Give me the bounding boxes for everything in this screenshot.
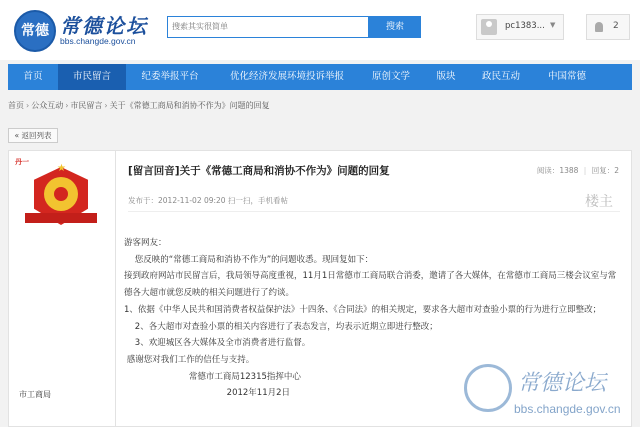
breadcrumb-item[interactable]: 关于《常德工商局和消协不作为》问题的回复 bbox=[109, 101, 270, 110]
breadcrumb-separator: › bbox=[26, 101, 30, 110]
post-line: 2、各大超市对查验小票的相关内容进行了表态发言，均表示近期立即进行整改； bbox=[124, 321, 438, 332]
main-nav bbox=[8, 64, 632, 90]
site-logo-url: bbs.changde.gov.cn bbox=[60, 36, 136, 46]
back-to-list-button[interactable]: « 返回列表 bbox=[8, 128, 58, 143]
user-avatar-icon bbox=[481, 19, 497, 35]
breadcrumb-separator: › bbox=[65, 101, 69, 110]
search-input[interactable]: 搜索其实很简单 bbox=[167, 16, 369, 38]
nav-item[interactable]: 中国常德 bbox=[547, 71, 586, 82]
notification-count: 2 bbox=[613, 21, 619, 31]
emblem-ribbon-icon bbox=[25, 213, 97, 223]
bell-icon bbox=[595, 22, 603, 32]
replies-count: 2 bbox=[614, 166, 619, 175]
post-line: 感谢您对我们工作的信任与支持。 bbox=[124, 354, 255, 365]
site-logo-icon[interactable]: 常德 bbox=[14, 10, 56, 52]
post-line: 常德市工商局12315指挥中心 bbox=[124, 371, 301, 382]
search-button[interactable]: 搜索 bbox=[369, 16, 421, 38]
replies-label: 回复： bbox=[591, 166, 615, 175]
post-line: 2012年11月2日 bbox=[124, 388, 291, 399]
post-line: 您反映的“常德工商局和消协不作为”的问题收悉。现回复如下： bbox=[124, 254, 374, 265]
emblem-center-icon bbox=[44, 177, 78, 211]
breadcrumb-item[interactable]: 市民留言 bbox=[70, 101, 103, 110]
notifications-button[interactable] bbox=[586, 14, 630, 40]
post-line: 1、依据《中华人民共和国消费者权益保护法》十四条、《合同法》的相关规定，要求各大超市对查验小票的行为进行立即整改； bbox=[124, 304, 602, 315]
star-icon: ★ bbox=[57, 163, 66, 174]
author-rank-tag: 丹一 bbox=[15, 158, 29, 166]
watermark-logo-icon bbox=[464, 364, 512, 412]
post-stats: 阅读：1388 | 回复：2 bbox=[536, 166, 619, 175]
nav-item[interactable]: 版块 bbox=[436, 71, 456, 82]
post-line: 接到政府网站市民留言后，我局领导高度重视，11月1日常德市工商局联合消委，邀请了各大媒体，在常德市工商局三楼会议室与常 bbox=[124, 271, 617, 282]
divider bbox=[128, 211, 620, 212]
nav-item[interactable]: 原创文学 bbox=[371, 71, 410, 82]
nav-item[interactable]: 优化经济发展环境投诉举报 bbox=[229, 71, 344, 82]
user-menu[interactable] bbox=[476, 14, 564, 40]
nav-item[interactable]: 首页 bbox=[23, 71, 43, 82]
author-name[interactable]: 市工商局 bbox=[19, 390, 51, 399]
post-meta: 发布于：2012-11-02 09:20 扫一扫，手机看帖 bbox=[128, 196, 288, 205]
post-line: 游客网友： bbox=[124, 238, 167, 248]
author-panel bbox=[8, 150, 116, 427]
post-line: 德各大超市就您反映的相关问题进行了约谈。 bbox=[124, 288, 295, 299]
breadcrumb-item[interactable]: 公众互动 bbox=[31, 101, 64, 110]
breadcrumb bbox=[8, 100, 270, 111]
nav-item[interactable]: 市民留言 bbox=[58, 64, 126, 90]
reads-count: 1388 bbox=[559, 166, 579, 175]
watermark-name: 常德论坛 bbox=[518, 371, 607, 396]
site-header bbox=[0, 0, 640, 60]
breadcrumb-separator: › bbox=[104, 101, 108, 110]
author-avatar[interactable] bbox=[21, 163, 101, 233]
post-line: 3、欢迎城区各大媒体及全市消费者进行监督。 bbox=[124, 338, 311, 349]
floor-label: 楼主 bbox=[585, 194, 613, 210]
nav-item[interactable]: 纪委举报平台 bbox=[141, 71, 199, 82]
site-logo-name[interactable]: 常德论坛 bbox=[60, 14, 148, 38]
watermark-url: bbs.changde.gov.cn bbox=[514, 402, 621, 416]
reads-label: 阅读： bbox=[536, 166, 560, 175]
post-title: [留言回音]关于《常德工商局和消协不作为》问题的回复 bbox=[128, 165, 390, 177]
chevron-down-icon: ▼ bbox=[550, 21, 556, 29]
nav-item[interactable]: 政民互动 bbox=[481, 71, 520, 82]
breadcrumb-item[interactable]: 首页 bbox=[8, 101, 24, 110]
user-name: pc1383... bbox=[505, 21, 545, 31]
watermark bbox=[460, 360, 640, 427]
